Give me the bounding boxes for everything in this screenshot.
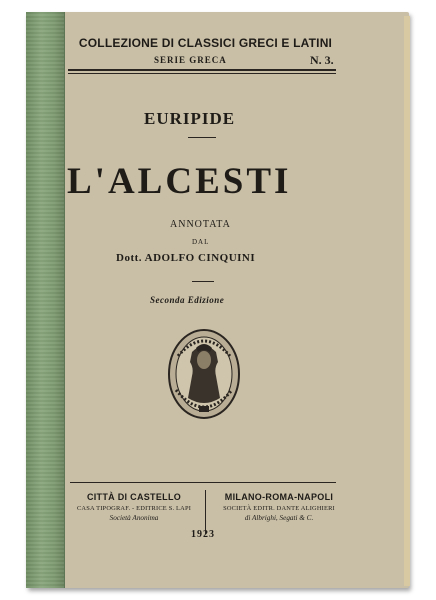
publisher-right-city: MILANO-ROMA-NAPOLI <box>224 492 334 502</box>
by-label: DAL <box>192 238 210 246</box>
editor-rule <box>192 281 214 282</box>
series-subtitle: SERIE GRECA <box>154 55 227 65</box>
editor-name: Dott. ADOLFO CINQUINI <box>116 252 256 264</box>
annotated-label: ANNOTATA <box>170 219 231 230</box>
series-number: N. 3. <box>310 53 334 67</box>
publisher-rule <box>70 482 336 483</box>
author-name: EURIPIDE <box>144 109 236 128</box>
cover-content <box>64 12 409 588</box>
publisher-right-name: SOCIETÀ EDITR. DANTE ALIGHIERI <box>223 505 335 512</box>
publisher-left-city: CITTÀ DI CASTELLO <box>86 492 182 502</box>
publisher-left <box>64 492 204 522</box>
header-rule <box>68 69 336 71</box>
green-cloth-spine <box>26 12 65 588</box>
publisher-emblem-icon <box>166 328 242 424</box>
header-rule-thin <box>68 73 336 74</box>
publisher-right <box>206 492 352 522</box>
book-title: L'ALCESTI <box>67 161 292 202</box>
series-title: COLLEZIONE DI CLASSICI GRECI E LATINI <box>78 36 333 50</box>
edition-label: Seconda Edizione <box>150 295 225 305</box>
publisher-left-name: CASA TIPOGRAF. - EDITRICE S. LAPI <box>76 505 192 512</box>
publication-year: 1923 <box>191 529 215 540</box>
publisher-right-company: di Albrighi, Segati & C. <box>244 514 314 522</box>
publisher-left-company: Società Anonima <box>109 514 159 522</box>
author-rule <box>188 137 216 138</box>
